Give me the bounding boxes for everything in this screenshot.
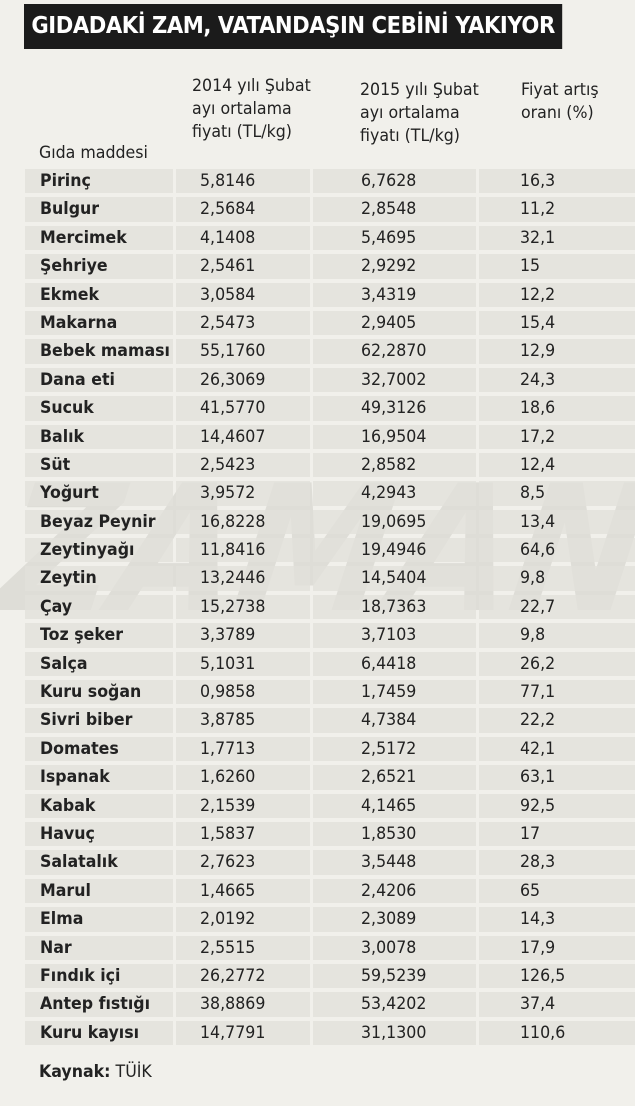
price-2015-cell: 2,8582 [313, 453, 476, 477]
price-2014-cell: 2,7623 [176, 850, 310, 874]
price-2015-cell: 4,1465 [313, 794, 476, 818]
table-row [25, 479, 635, 507]
price-2015-cell: 2,5172 [313, 737, 476, 761]
increase-pct-cell: 92,5 [479, 794, 635, 818]
price-2014-cell: 13,2446 [176, 566, 310, 590]
increase-pct-cell: 9,8 [479, 623, 635, 647]
increase-pct-cell: 32,1 [479, 226, 635, 250]
price-2015-cell: 4,2943 [313, 481, 476, 505]
table-row [25, 252, 635, 280]
price-2015-cell: 49,3126 [313, 396, 476, 420]
table-row [25, 763, 635, 791]
food-name-cell: Balık [25, 425, 173, 449]
price-2015-cell: 16,9504 [313, 425, 476, 449]
table-row [25, 337, 635, 365]
increase-pct-cell: 8,5 [479, 481, 635, 505]
increase-pct-cell: 15 [479, 254, 635, 278]
page-title: GIDADAKİ ZAM, VATANDAŞIN CEBİNİ YAKIYOR [24, 4, 562, 49]
increase-pct-cell: 12,4 [479, 453, 635, 477]
price-2015-cell: 3,5448 [313, 850, 476, 874]
food-name-cell: Sucuk [25, 396, 173, 420]
table-row [25, 905, 635, 933]
price-2014-cell: 26,3069 [176, 368, 310, 392]
price-table [25, 167, 635, 1047]
food-name-cell: Domates [25, 737, 173, 761]
price-2015-cell: 62,2870 [313, 339, 476, 363]
increase-pct-cell: 17,9 [479, 936, 635, 960]
price-2015-cell: 2,6521 [313, 765, 476, 789]
price-2014-cell: 2,5473 [176, 311, 310, 335]
table-row [25, 934, 635, 962]
price-2014-cell: 0,9858 [176, 680, 310, 704]
price-2014-cell: 2,1539 [176, 794, 310, 818]
table-row [25, 1019, 635, 1047]
food-name-cell: Salatalık [25, 850, 173, 874]
table-row [25, 423, 635, 451]
price-2014-cell: 1,4665 [176, 879, 310, 903]
increase-pct-cell: 13,4 [479, 510, 635, 534]
food-name-cell: Fındık içi [25, 964, 173, 988]
price-2015-cell: 32,7002 [313, 368, 476, 392]
price-2015-cell: 18,7363 [313, 595, 476, 619]
price-2015-cell: 3,7103 [313, 623, 476, 647]
food-name-cell: Bulgur [25, 197, 173, 221]
table-row [25, 820, 635, 848]
price-2014-cell: 26,2772 [176, 964, 310, 988]
price-2015-cell: 4,7384 [313, 708, 476, 732]
food-name-cell: Ekmek [25, 283, 173, 307]
increase-pct-cell: 22,2 [479, 708, 635, 732]
column-header-increase: Fiyat artış oranı (%) [521, 80, 599, 123]
price-2015-cell: 2,9405 [313, 311, 476, 335]
table-row [25, 281, 635, 309]
food-name-cell: Mercimek [25, 226, 173, 250]
price-2015-cell: 59,5239 [313, 964, 476, 988]
price-2015-cell: 2,8548 [313, 197, 476, 221]
table-row [25, 394, 635, 422]
increase-pct-cell: 77,1 [479, 680, 635, 704]
increase-pct-cell: 42,1 [479, 737, 635, 761]
food-name-cell: Yoğurt [25, 481, 173, 505]
table-row [25, 309, 635, 337]
increase-pct-cell: 15,4 [479, 311, 635, 335]
price-2014-cell: 5,8146 [176, 169, 310, 193]
increase-pct-cell: 126,5 [479, 964, 635, 988]
food-name-cell: Makarna [25, 311, 173, 335]
price-2015-cell: 6,4418 [313, 652, 476, 676]
source-value: TÜİK [115, 1062, 152, 1082]
price-2014-cell: 15,2738 [176, 595, 310, 619]
column-header-food: Gıda maddesi [39, 143, 148, 163]
table-row [25, 621, 635, 649]
increase-pct-cell: 28,3 [479, 850, 635, 874]
price-2015-cell: 19,4946 [313, 538, 476, 562]
table-row [25, 735, 635, 763]
food-name-cell: Şehriye [25, 254, 173, 278]
food-name-cell: Ispanak [25, 765, 173, 789]
increase-pct-cell: 9,8 [479, 566, 635, 590]
food-name-cell: Zeytinyağı [25, 538, 173, 562]
food-name-cell: Sivri biber [25, 708, 173, 732]
price-2014-cell: 11,8416 [176, 538, 310, 562]
price-2014-cell: 2,5461 [176, 254, 310, 278]
source-note [39, 1062, 152, 1082]
price-2014-cell: 14,7791 [176, 1021, 310, 1045]
food-name-cell: Nar [25, 936, 173, 960]
column-header-2014: 2014 yılı Şubat ayı ortalama fiyatı (TL/kg) [192, 76, 311, 142]
table-row [25, 990, 635, 1018]
increase-pct-cell: 110,6 [479, 1021, 635, 1045]
price-2014-cell: 4,1408 [176, 226, 310, 250]
price-2015-cell: 5,4695 [313, 226, 476, 250]
table-row [25, 678, 635, 706]
price-2014-cell: 1,7713 [176, 737, 310, 761]
increase-pct-cell: 63,1 [479, 765, 635, 789]
price-2014-cell: 3,9572 [176, 481, 310, 505]
table-row [25, 962, 635, 990]
increase-pct-cell: 16,3 [479, 169, 635, 193]
food-name-cell: Bebek maması [25, 339, 173, 363]
price-2014-cell: 3,0584 [176, 283, 310, 307]
increase-pct-cell: 17 [479, 822, 635, 846]
price-2014-cell: 16,8228 [176, 510, 310, 534]
price-2015-cell: 53,4202 [313, 992, 476, 1016]
table-row [25, 848, 635, 876]
table-row [25, 706, 635, 734]
price-2015-cell: 19,0695 [313, 510, 476, 534]
price-2015-cell: 2,9292 [313, 254, 476, 278]
increase-pct-cell: 37,4 [479, 992, 635, 1016]
price-2014-cell: 1,5837 [176, 822, 310, 846]
increase-pct-cell: 12,2 [479, 283, 635, 307]
table-row [25, 451, 635, 479]
price-2015-cell: 3,4319 [313, 283, 476, 307]
table-row [25, 366, 635, 394]
increase-pct-cell: 22,7 [479, 595, 635, 619]
price-2014-cell: 2,5684 [176, 197, 310, 221]
price-2014-cell: 2,5423 [176, 453, 310, 477]
price-2014-cell: 55,1760 [176, 339, 310, 363]
price-2014-cell: 3,3789 [176, 623, 310, 647]
price-2014-cell: 2,5515 [176, 936, 310, 960]
increase-pct-cell: 11,2 [479, 197, 635, 221]
price-2015-cell: 2,4206 [313, 879, 476, 903]
food-name-cell: Marul [25, 879, 173, 903]
price-2014-cell: 38,8869 [176, 992, 310, 1016]
food-name-cell: Kuru kayısı [25, 1021, 173, 1045]
table-row [25, 650, 635, 678]
food-name-cell: Havuç [25, 822, 173, 846]
price-2014-cell: 2,0192 [176, 907, 310, 931]
price-2015-cell: 31,1300 [313, 1021, 476, 1045]
food-name-cell: Dana eti [25, 368, 173, 392]
food-name-cell: Beyaz Peynir [25, 510, 173, 534]
price-2015-cell: 6,7628 [313, 169, 476, 193]
price-2014-cell: 41,5770 [176, 396, 310, 420]
increase-pct-cell: 24,3 [479, 368, 635, 392]
increase-pct-cell: 26,2 [479, 652, 635, 676]
price-2014-cell: 5,1031 [176, 652, 310, 676]
food-name-cell: Zeytin [25, 566, 173, 590]
food-name-cell: Antep fıstığı [25, 992, 173, 1016]
food-name-cell: Çay [25, 595, 173, 619]
table-row [25, 792, 635, 820]
increase-pct-cell: 12,9 [479, 339, 635, 363]
source-label: Kaynak: [39, 1062, 111, 1082]
price-2014-cell: 3,8785 [176, 708, 310, 732]
table-row [25, 224, 635, 252]
food-name-cell: Salça [25, 652, 173, 676]
food-name-cell: Toz şeker [25, 623, 173, 647]
column-header-2015: 2015 yılı Şubat ayı ortalama fiyatı (TL/kg) [360, 80, 479, 146]
increase-pct-cell: 18,6 [479, 396, 635, 420]
food-name-cell: Pirinç [25, 169, 173, 193]
table-row [25, 564, 635, 592]
price-2015-cell: 1,8530 [313, 822, 476, 846]
price-2015-cell: 2,3089 [313, 907, 476, 931]
table-row [25, 195, 635, 223]
increase-pct-cell: 14,3 [479, 907, 635, 931]
table-row [25, 877, 635, 905]
food-name-cell: Süt [25, 453, 173, 477]
price-2014-cell: 14,4607 [176, 425, 310, 449]
price-2015-cell: 1,7459 [313, 680, 476, 704]
table-row [25, 536, 635, 564]
increase-pct-cell: 17,2 [479, 425, 635, 449]
table-row [25, 593, 635, 621]
food-name-cell: Kabak [25, 794, 173, 818]
price-2015-cell: 14,5404 [313, 566, 476, 590]
food-name-cell: Kuru soğan [25, 680, 173, 704]
food-name-cell: Elma [25, 907, 173, 931]
price-2015-cell: 3,0078 [313, 936, 476, 960]
table-row [25, 167, 635, 195]
price-2014-cell: 1,6260 [176, 765, 310, 789]
increase-pct-cell: 64,6 [479, 538, 635, 562]
increase-pct-cell: 65 [479, 879, 635, 903]
table-row [25, 508, 635, 536]
